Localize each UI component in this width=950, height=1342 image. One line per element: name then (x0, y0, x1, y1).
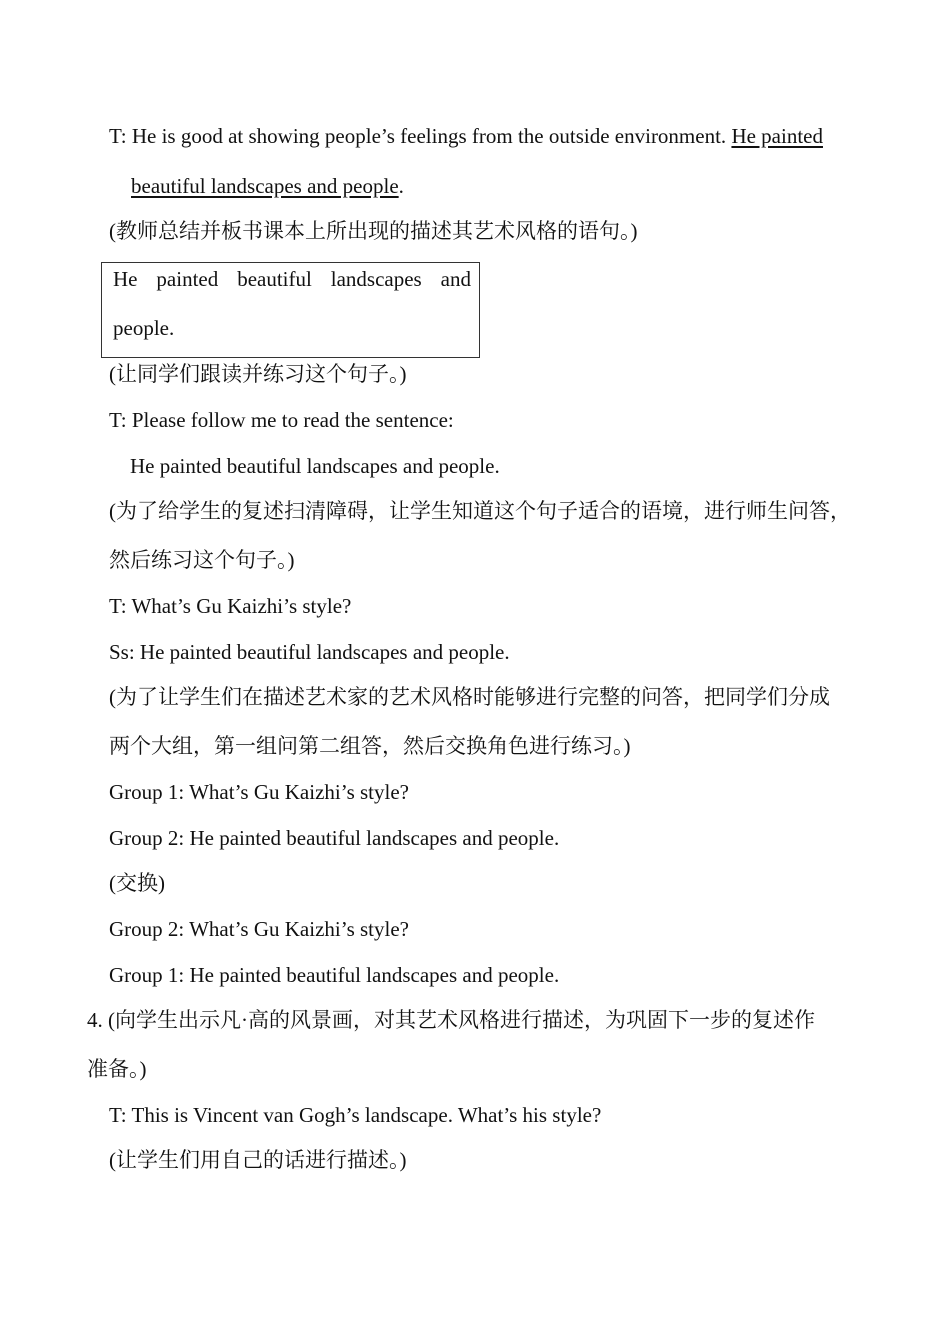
dialogue-line-group2-answer: Group 2: He painted beautiful landscapes and people. (109, 826, 560, 850)
dialogue-line-teacher-vangogh: T: This is Vincent van Gogh’s landscape. What’s his style? (109, 1103, 602, 1127)
instruction-note-4: (为了让学生们在描述艺术家的艺术风格时能够进行完整的问答，把同学们分成 (109, 685, 830, 709)
dialogue-line-group1-question: Group 1: What’s Gu Kaizhi’s style? (109, 780, 409, 804)
underlined-phrase-part1: He painted (731, 124, 823, 148)
blackboard-sentence-box (101, 262, 480, 358)
dialogue-line-teacher-intro-cont (131, 172, 404, 200)
dialogue-line-group2-question: Group 2: What’s Gu Kaizhi’s style? (109, 917, 409, 941)
model-sentence: He painted beautiful landscapes and people. (130, 454, 500, 478)
box-sentence-line1: He painted beautiful landscapes and (113, 267, 471, 291)
instruction-note-3: (为了给学生的复述扫清障碍，让学生知道这个句子适合的语境，进行师生问答， (109, 499, 851, 523)
underlined-phrase-part2: beautiful landscapes and people (131, 174, 399, 198)
step-4-heading: 4. (向学生出示凡·高的风景画，对其艺术风格进行描述，为巩固下一步的复述作 (87, 1008, 815, 1032)
instruction-note-5: (让学生们用自己的话进行描述。) (109, 1148, 407, 1172)
dialogue-line-group1-answer: Group 1: He painted beautiful landscapes and people. (109, 963, 560, 987)
instruction-note-1: (教师总结并板书课本上所出现的描述其艺术风格的语句。) (109, 219, 638, 243)
instruction-note-3-cont: 然后练习这个句子。) (109, 548, 295, 572)
step-4-heading-cont: 准备。) (87, 1057, 147, 1081)
dialogue-line-teacher-follow: T: Please follow me to read the sentence: (109, 408, 454, 432)
dialogue-line-teacher-question: T: What’s Gu Kaizhi’s style? (109, 594, 352, 618)
box-sentence-line2: people. (113, 316, 175, 340)
instruction-note-4-cont: 两个大组，第一组问第二组答，然后交换角色进行练习。) (109, 734, 631, 758)
dialogue-line-students-answer: Ss: He painted beautiful landscapes and people. (109, 640, 510, 664)
instruction-note-2: (让同学们跟读并练习这个句子。) (109, 362, 407, 386)
period-text: . (398, 174, 404, 198)
dialogue-line-teacher-intro (109, 122, 823, 150)
instruction-note-swap: (交换) (109, 871, 165, 895)
teacher-statement-text: T: He is good at showing people’s feelings from the outside environment. (109, 124, 732, 148)
